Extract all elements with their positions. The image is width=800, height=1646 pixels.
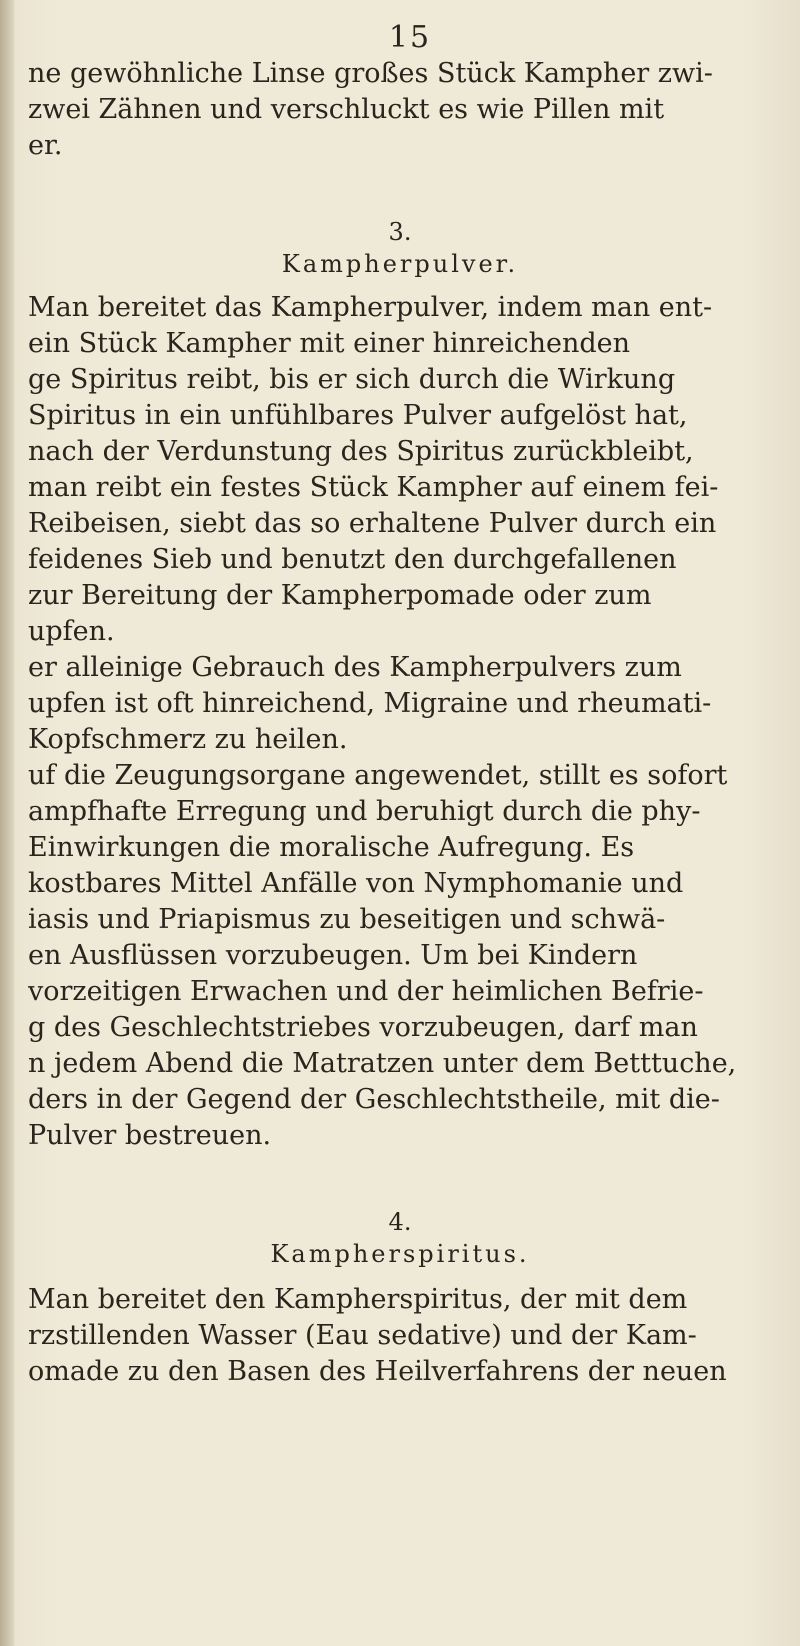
text-line: Reibeisen, siebt das so erhaltene Pulver durch ein bbox=[28, 508, 717, 539]
text-line: er alleinige Gebrauch des Kampherpulvers zum bbox=[28, 652, 682, 683]
text-line: Spiritus in ein unfühlbares Pulver aufgelöst hat, bbox=[28, 400, 688, 431]
section-number: 3. bbox=[388, 218, 412, 246]
text-line: ders in der Gegend der Geschlechtstheile, mit die- bbox=[28, 1084, 720, 1115]
text-line: ne gewöhnliche Linse großes Stück Kampher zwi- bbox=[28, 58, 713, 89]
text-line: nach der Verdunstung des Spiritus zurückbleibt, bbox=[28, 436, 694, 467]
text-line: rzstillenden Wasser (Eau sedative) und der Kam- bbox=[28, 1320, 697, 1351]
text-line: en Ausflüssen vorzubeugen. Um bei Kindern bbox=[28, 940, 638, 971]
text-line: zwei Zähnen und verschluckt es wie Pillen mit bbox=[28, 94, 665, 125]
text-line: vorzeitigen Erwachen und der heimlichen Befrie- bbox=[28, 976, 704, 1007]
text-line: n jedem Abend die Matratzen unter dem Betttuche, bbox=[28, 1048, 737, 1079]
text-line: upfen. bbox=[28, 616, 115, 647]
text-line: uf die Zeugungsorgane angewendet, stillt es sofort bbox=[28, 760, 728, 791]
text-line: Man bereitet den Kampherspiritus, der mit dem bbox=[28, 1284, 688, 1315]
section-heading: Kampherspiritus. bbox=[270, 1240, 530, 1268]
text-line: Pulver bestreuen. bbox=[28, 1120, 272, 1151]
section-number: 4. bbox=[388, 1208, 412, 1236]
text-line: Einwirkungen die moralische Aufregung. Es bbox=[28, 832, 635, 863]
text-line: kostbares Mittel Anfälle von Nymphomanie und bbox=[28, 868, 684, 899]
section-heading: Kampherpulver. bbox=[281, 250, 519, 278]
text-line: iasis und Priapismus zu beseitigen und schwä- bbox=[28, 904, 666, 935]
text-line: g des Geschlechtstriebes vorzubeugen, darf man bbox=[28, 1012, 698, 1043]
text-line: Man bereitet das Kampherpulver, indem man ent- bbox=[28, 292, 713, 323]
text-line: man reibt ein festes Stück Kampher auf einem fei- bbox=[28, 472, 719, 503]
text-line: ein Stück Kampher mit einer hinreichenden bbox=[28, 328, 631, 359]
text-line: zur Bereitung der Kampherpomade oder zum bbox=[28, 580, 652, 611]
text-line: Kopfschmerz zu heilen. bbox=[28, 724, 348, 755]
text-line: ge Spiritus reibt, bis er sich durch die Wirkung bbox=[28, 364, 676, 395]
page-number: 15 bbox=[388, 20, 432, 55]
text-line: er. bbox=[28, 130, 63, 161]
text-line: feidenes Sieb und benutzt den durchgefallenen bbox=[28, 544, 677, 575]
text-line: upfen ist oft hinreichend, Migraine und rheumati- bbox=[28, 688, 712, 719]
text-line: ampfhafte Erregung und beruhigt durch die phy- bbox=[28, 796, 701, 827]
text-line: omade zu den Basen des Heilverfahrens der neuen bbox=[28, 1356, 727, 1387]
page-gutter bbox=[0, 0, 14, 1646]
